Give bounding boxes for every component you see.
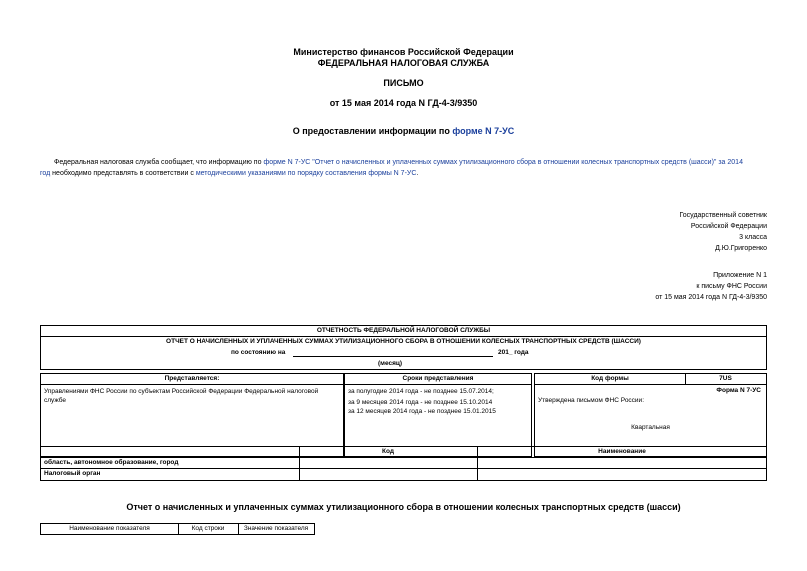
deadlines-cell: [344, 373, 532, 457]
as-of-line[interactable]: [293, 356, 493, 357]
form-7us-link[interactable]: форме N 7-УС "Отчет о начисленных и уплаченных суммах утилизационного сбора в отношении колесных транспортных средств (шасси)" за 2014: [263, 159, 743, 166]
deadline-2: за 9 месяцев 2014 года - не позднее 15.10.2014: [348, 399, 493, 406]
doc-type: ПИСЬМО: [383, 78, 424, 88]
guidelines-link[interactable]: методическими указаниями по порядку составления формы N 7-УС: [195, 170, 417, 177]
appendix-line-2: к письму ФНС России: [696, 283, 767, 290]
body-text-3: .: [416, 170, 419, 177]
form-code-cell: [534, 373, 767, 457]
form-title: ОТЧЕТНОСТЬ ФЕДЕРАЛЬНОЙ НАЛОГОВОЙ СЛУЖБЫ: [40, 325, 767, 337]
row-region: область, автономное образование, город: [44, 459, 179, 466]
doc-date-number: от 15 мая 2014 года N ГД-4-3/9350: [329, 98, 478, 108]
approved-by: Утверждена письмом ФНС России:: [538, 397, 644, 404]
indicator-table-header: [40, 523, 315, 535]
deadlines-header: Сроки представления: [345, 374, 531, 385]
month-label: (месяц): [378, 360, 403, 367]
signature-block: [679, 210, 767, 254]
subject: [0, 126, 807, 136]
report-title-block: [40, 336, 767, 370]
appendix-line-3: от 15 мая 2014 года N ГД-4-3/9350: [655, 294, 767, 301]
body-text-1: Федеральная налоговая служба сообщает, что информацию по: [54, 159, 264, 166]
year-label: 201_ года: [498, 349, 529, 356]
as-of-label: по состоянию на: [231, 349, 286, 356]
signature-line-3: 3 класса: [739, 234, 767, 241]
deadline-3: за 12 месяцев 2014 года - не позднее 15.01.2015: [348, 408, 496, 415]
service-title: ФЕДЕРАЛЬНАЯ НАЛОГОВАЯ СЛУЖБА: [317, 58, 490, 68]
appendix-block: [655, 270, 767, 303]
form-code-header: Код формы: [591, 375, 629, 382]
signature-line-2: Российской Федерации: [690, 223, 767, 230]
code-grid: [40, 446, 767, 481]
body-paragraph: [40, 157, 780, 179]
form-code-row: [535, 374, 766, 385]
appendix-line-1: Приложение N 1: [713, 272, 767, 279]
body-text-2: необходимо представлять в соответствии с: [50, 170, 196, 177]
section-title: Отчет о начисленных и уплаченных суммах утилизационного сбора в отношении колесных транспортных средств (шасси): [126, 502, 681, 512]
form-code-value: 7US: [719, 375, 732, 382]
submitted-header: Представляется:: [41, 374, 343, 385]
report-title: ОТЧЕТ О НАЧИСЛЕННЫХ И УПЛАЧЕННЫХ СУММАХ УТИЛИЗАЦИОННОГО СБОРА В ОТНОШЕНИИ КОЛЕСНЫХ ТРАНСПОРТНЫХ СРЕДСТВ (ШАССИ): [166, 338, 641, 345]
form-name: Форма N 7-УС: [716, 387, 761, 394]
signature-line-1: Государственный советник: [679, 212, 767, 219]
col-indicator-value: Значение показателя: [243, 525, 309, 532]
ministry-title: Министерство финансов Российской Федерации: [293, 47, 514, 57]
submitted-cell: [40, 373, 344, 457]
subject-prefix: О предоставлении информации по: [292, 126, 453, 136]
submitted-to: Управлениями ФНС России по субъектам Российской Федерации Федеральной налоговой службе: [44, 388, 319, 404]
signature-name: Д.Ю.Григоренко: [715, 245, 767, 252]
deadline-1: за полугодие 2014 года - не позднее 15.07.2014;: [348, 388, 494, 395]
row-tax-authority: Налоговый орган: [44, 470, 101, 477]
periodicity: Квартальная: [631, 424, 670, 431]
code-header: Код: [382, 448, 394, 455]
col-row-code: Код строки: [191, 525, 225, 532]
name-header: Наименование: [598, 448, 646, 455]
col-indicator-name: Наименование показателя: [69, 525, 150, 532]
subject-form-link[interactable]: форме N 7-УС: [452, 126, 515, 136]
report-form: [40, 325, 767, 480]
form-7us-link-year[interactable]: год: [40, 170, 51, 177]
